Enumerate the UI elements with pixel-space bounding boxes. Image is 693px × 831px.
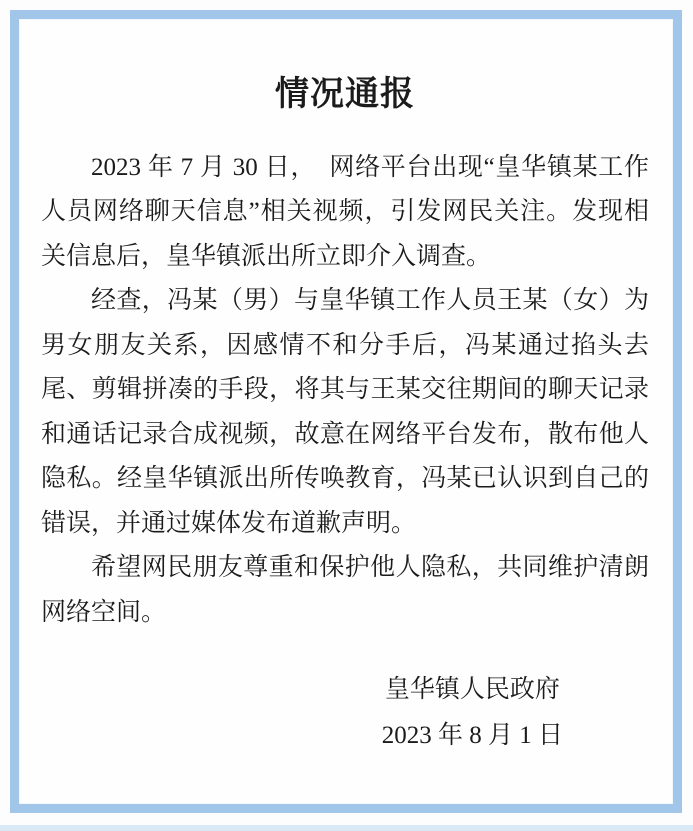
document-border-frame: [10, 10, 682, 813]
bottom-strip: [0, 825, 693, 831]
notice-paragraph: 经查，冯某（男）与皇华镇工作人员王某（女）为男女朋友关系，因感情不和分手后，冯某通过掐头去尾、剪辑拼凑的手段，将其与王某交往期间的聊天记录和通话记录合成视频，故意在网络平台发布，散布他人隐私。经皇华镇派出所传唤教育，冯某已认识到自己的错误，并通过媒体发布道歉声明。: [41, 287, 649, 537]
issuer-signature: 皇华镇人民政府: [384, 676, 560, 703]
document-content: [19, 19, 673, 759]
notice-title: 情况通报: [275, 75, 415, 113]
issue-date: 2023 年 8 月 1 日: [381, 722, 563, 749]
notice-paragraph: 希望网民朋友尊重和保护他人隐私，共同维护清朗网络空间。: [41, 554, 649, 626]
notice-body: [41, 146, 649, 636]
signature-block: [382, 667, 563, 759]
notice-paragraph: 2023 年 7 月 30 日， 网络平台出现“皇华镇某工作人员网络聊天信息”相关视频，引发网民关注。发现相关信息后，皇华镇派出所立即介入调查。: [41, 153, 649, 270]
